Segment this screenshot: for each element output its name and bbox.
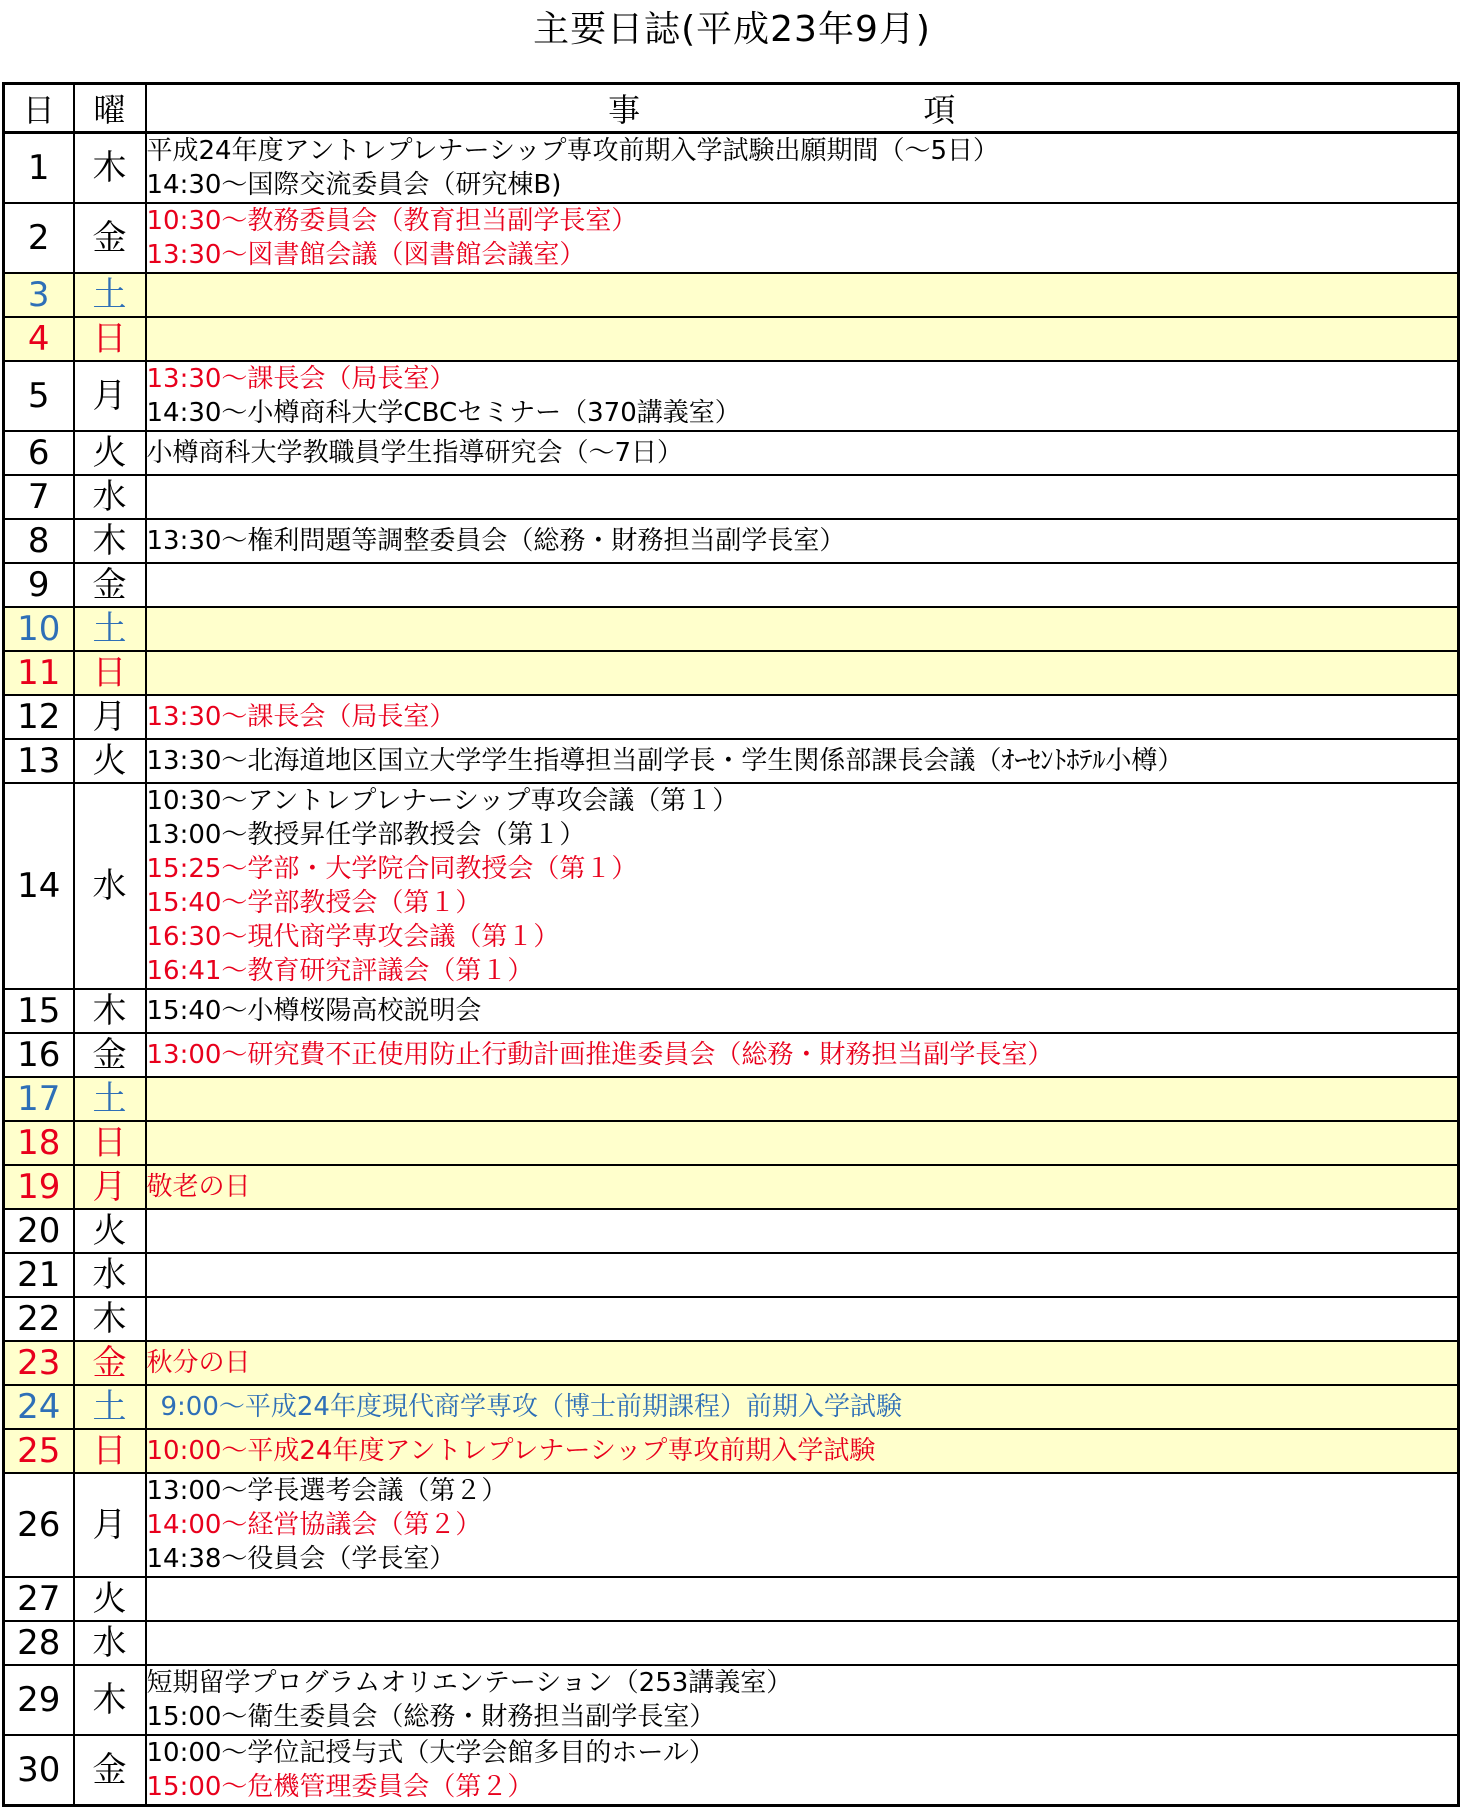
events-cell [146, 1033, 1459, 1077]
day-number: 30 [4, 1735, 74, 1806]
weekday: 金 [74, 1341, 146, 1385]
day-number: 10 [4, 607, 74, 651]
events-cell [146, 651, 1459, 695]
day-number: 11 [4, 651, 74, 695]
day-number: 22 [4, 1297, 74, 1341]
events-cell [146, 1165, 1459, 1209]
day-number: 27 [4, 1577, 74, 1621]
weekday: 月 [74, 1165, 146, 1209]
table-row [4, 1077, 1459, 1121]
events-cell [146, 1577, 1459, 1621]
event-item: 15:40～小樽桜陽高校説明会 [146, 996, 482, 1026]
day-number: 4 [4, 317, 74, 361]
table-row [4, 1385, 1459, 1429]
table-row [4, 1121, 1459, 1165]
event-item: 15:00～危機管理委員会（第２） [146, 1772, 534, 1802]
weekday: 火 [74, 739, 146, 783]
table-row [4, 1253, 1459, 1297]
table-row [4, 989, 1459, 1033]
table-row [4, 1165, 1459, 1209]
event-item: 10:30～教務委員会（教育担当副学長室） [146, 206, 638, 236]
weekday: 水 [74, 783, 146, 989]
event-item: 13:00～研究費不正使用防止行動計画推進委員会（総務・財務担当副学長室） [146, 1040, 1054, 1070]
events-cell [146, 1209, 1459, 1253]
events-cell [146, 519, 1459, 563]
weekday: 火 [74, 1577, 146, 1621]
event-item: 15:25～学部・大学院合同教授会（第１） [146, 854, 638, 884]
day-number: 5 [4, 361, 74, 431]
table-row [4, 519, 1459, 563]
weekday: 木 [74, 989, 146, 1033]
diary-body [4, 133, 1459, 1806]
events-cell [146, 273, 1459, 317]
header-events-right: 項 [923, 91, 956, 129]
events-cell [146, 1297, 1459, 1341]
weekday: 水 [74, 1253, 146, 1297]
event-item: 短期留学プログラムオリエンテーション（253講義室） [146, 1668, 793, 1698]
events-cell [146, 989, 1459, 1033]
events-cell [146, 361, 1459, 431]
table-row [4, 1735, 1459, 1806]
day-number: 17 [4, 1077, 74, 1121]
day-number: 14 [4, 783, 74, 989]
day-number: 8 [4, 519, 74, 563]
table-row [4, 431, 1459, 475]
event-item: 16:30～現代商学専攻会議（第１） [146, 922, 560, 952]
events-cell [146, 1121, 1459, 1165]
event-item: 10:30～アントレプレナーシップ専攻会議（第１） [146, 786, 739, 816]
table-row [4, 133, 1459, 204]
weekday: 月 [74, 695, 146, 739]
weekday: 土 [74, 607, 146, 651]
event-item: 14:00～経営協議会（第２） [146, 1510, 482, 1540]
events-cell [146, 783, 1459, 989]
day-number: 23 [4, 1341, 74, 1385]
day-number: 6 [4, 431, 74, 475]
weekday: 水 [74, 475, 146, 519]
weekday: 木 [74, 1665, 146, 1735]
event-item: 13:30～図書館会議（図書館会議室） [146, 240, 586, 270]
event-item: 15:00～衛生委員会（総務・財務担当副学長室） [146, 1702, 716, 1732]
header-events-left: 事 [608, 91, 641, 129]
weekday: 土 [74, 1385, 146, 1429]
event-item: 小樽商科大学教職員学生指導研究会（～7日） [146, 438, 684, 468]
day-number: 25 [4, 1429, 74, 1473]
events-cell [146, 695, 1459, 739]
table-row [4, 1621, 1459, 1665]
weekday: 金 [74, 1033, 146, 1077]
event-item: 13:30～北海道地区国立大学学生指導担当副学長・学生関係部課長会議（ｵｰｾﾝﾄﾎﾃﾙ小樽） [146, 746, 1184, 776]
weekday: 金 [74, 563, 146, 607]
header-weekday: 曜 [74, 84, 146, 133]
events-cell [146, 317, 1459, 361]
table-row [4, 273, 1459, 317]
table-row [4, 563, 1459, 607]
event-item: 15:40～学部教授会（第１） [146, 888, 482, 918]
diary-table [2, 82, 1460, 1807]
header-day: 日 [4, 84, 74, 133]
events-cell [146, 1341, 1459, 1385]
events-cell [146, 1385, 1459, 1429]
table-row [4, 739, 1459, 783]
weekday: 日 [74, 651, 146, 695]
table-row [4, 1341, 1459, 1385]
weekday: 木 [74, 519, 146, 563]
weekday: 水 [74, 1621, 146, 1665]
events-cell [146, 1429, 1459, 1473]
day-number: 21 [4, 1253, 74, 1297]
weekday: 火 [74, 1209, 146, 1253]
weekday: 日 [74, 317, 146, 361]
day-number: 13 [4, 739, 74, 783]
weekday: 木 [74, 1297, 146, 1341]
day-number: 15 [4, 989, 74, 1033]
table-row [4, 1033, 1459, 1077]
event-item: 平成24年度アントレプレナーシップ専攻前期入学試験出願期間（～5日） [146, 136, 1000, 166]
table-row [4, 361, 1459, 431]
event-item: 16:41～教育研究評議会（第１） [146, 956, 534, 986]
day-number: 24 [4, 1385, 74, 1429]
header-row [4, 84, 1459, 133]
events-cell [146, 1253, 1459, 1297]
table-row [4, 317, 1459, 361]
weekday: 月 [74, 1473, 146, 1577]
weekday: 火 [74, 431, 146, 475]
weekday: 金 [74, 203, 146, 273]
table-row [4, 1297, 1459, 1341]
day-number: 29 [4, 1665, 74, 1735]
weekday: 土 [74, 273, 146, 317]
events-cell [146, 475, 1459, 519]
table-row [4, 695, 1459, 739]
events-cell [146, 739, 1459, 783]
events-cell [146, 1077, 1459, 1121]
events-cell [146, 1473, 1459, 1577]
weekday: 月 [74, 361, 146, 431]
event-item: 14:30～小樽商科大学CBCセミナー（370講義室） [146, 398, 741, 428]
weekday: 木 [74, 133, 146, 204]
table-row [4, 1577, 1459, 1621]
table-row [4, 607, 1459, 651]
table-row [4, 1209, 1459, 1253]
event-item: 9:00～平成24年度現代商学専攻（博士前期課程）前期入学試験 [160, 1392, 902, 1422]
event-item: 14:38～役員会（学長室） [146, 1544, 456, 1574]
weekday: 土 [74, 1077, 146, 1121]
event-item: 13:00～教授昇任学部教授会（第１） [146, 820, 586, 850]
events-cell [146, 607, 1459, 651]
events-cell [146, 1665, 1459, 1735]
event-item: 13:30～権利問題等調整委員会（総務・財務担当副学長室） [146, 526, 846, 556]
event-item: 13:00～学長選考会議（第２） [146, 1476, 508, 1506]
events-cell [146, 1735, 1459, 1806]
table-row [4, 651, 1459, 695]
weekday: 金 [74, 1735, 146, 1806]
day-number: 12 [4, 695, 74, 739]
event-item: 10:00～平成24年度アントレプレナーシップ専攻前期入学試験 [146, 1436, 876, 1466]
page-title: 主要日誌(平成23年9月) [533, 9, 931, 50]
table-row [4, 1473, 1459, 1577]
event-item: 13:30～課長会（局長室） [146, 364, 456, 394]
day-number: 16 [4, 1033, 74, 1077]
event-item: 敬老の日 [146, 1172, 251, 1202]
day-number: 19 [4, 1165, 74, 1209]
event-item: 10:00～学位記授与式（大学会館多目的ホール） [146, 1738, 715, 1768]
events-cell [146, 431, 1459, 475]
weekday: 日 [74, 1429, 146, 1473]
table-row [4, 475, 1459, 519]
events-cell [146, 203, 1459, 273]
event-item: 秋分の日 [146, 1348, 251, 1378]
events-cell [146, 1621, 1459, 1665]
events-cell [146, 133, 1459, 204]
day-number: 26 [4, 1473, 74, 1577]
day-number: 7 [4, 475, 74, 519]
day-number: 2 [4, 203, 74, 273]
event-item: 14:30～国際交流委員会（研究棟B) [146, 170, 562, 200]
table-row [4, 203, 1459, 273]
day-number: 3 [4, 273, 74, 317]
day-number: 28 [4, 1621, 74, 1665]
header-events [146, 84, 1459, 133]
event-item: 13:30～課長会（局長室） [146, 702, 456, 732]
table-row [4, 1429, 1459, 1473]
table-row [4, 1665, 1459, 1735]
weekday: 日 [74, 1121, 146, 1165]
day-number: 9 [4, 563, 74, 607]
day-number: 20 [4, 1209, 74, 1253]
table-row [4, 783, 1459, 989]
day-number: 1 [4, 133, 74, 204]
events-cell [146, 563, 1459, 607]
day-number: 18 [4, 1121, 74, 1165]
